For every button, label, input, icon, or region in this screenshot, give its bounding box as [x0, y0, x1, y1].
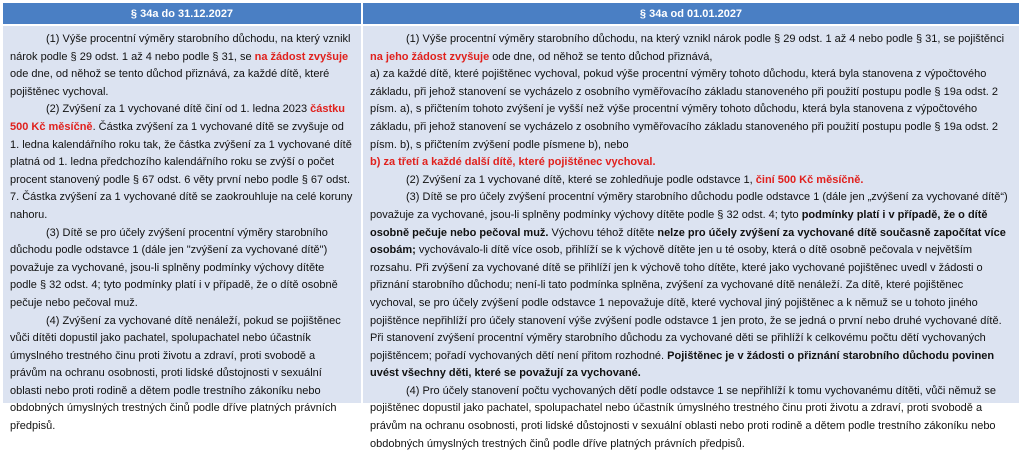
left-column-header: § 34a do 31.12.2027 [3, 3, 361, 24]
right-item-a: a) za každé dítě, které pojištěnec vychoval, pokud výše procentní výměry tohoto důchodu, která byla stanovena z výpočtového základu, při jehož stanovení se vycházelo z osobního vyměřovacího základu stanoveného při použití postupu podle § 19a odst. 2 písm. a), s přičtením tohoto zvýšení je vyšší než výše procentní výměry tohoto důchodu, která byla stanovena z výpočtového základu, při jehož stanovení se vycházelo z osobního vyměřovacího základu stanoveného při použití postupu podle § 19a odst. 2 písm. b), s přičtením zvýšení podle písmene b), nebo [370, 68, 999, 151]
right-p1-highlight: na jeho žádost zvyšuje [370, 50, 490, 63]
right-p3-text-2: Výchovu téhož dítěte [548, 226, 658, 239]
right-p1-text: (1) Výše procentní výměry starobního důchodu, na který vznikl nárok podle § 29 odst. 1 až 4 nebo podle § 31, se pojištěnci [406, 33, 1005, 45]
right-p1-text-end: ode dne, od něhož se tento důchod přiznává, [489, 50, 713, 63]
right-paragraph-2 [370, 172, 1011, 190]
left-p1-text-end: ode dne, od něhož se tento důchod přiznává, za každé dítě, které pojištěnec vychoval. [10, 68, 330, 98]
right-p2-highlight: činí 500 Kč měsíčně. [755, 173, 864, 186]
left-paragraph-3: (3) Dítě se pro účely zvýšení procentní výměry starobního důchodu podle odstavce 1 (dále jen "zvýšení za vychované dítě") považuje za vychované, jsou-li splněny podmínky výchovy dítěte podle § 32 odst. 4; tyto podmínky platí i v případě, že o dítě osobně pečuje nebo pečoval muž. [10, 226, 338, 309]
right-paragraph-3 [370, 189, 1011, 383]
left-p1-text: (1) Výše procentní výměry starobního důchodu, na který vznikl nárok podle § 29 odst. 1 až 4 nebo podle § 31, se [10, 33, 351, 63]
right-p3-bold-2: nelze pro účely zvýšení za vychované dítě současně započítat více osobám; [370, 226, 1006, 257]
left-p1-highlight: na žádost zvyšuje [254, 50, 349, 63]
comparison-table [3, 3, 1019, 450]
right-p3-text: (3) Dítě se pro účely zvýšení procentní výměry starobního důchodu podle odstavce 1 (dále jen „zvýšení za vychované dítě“) považuje za vychované, jsou-li splněny podmínky výchovy dítěte podle § 32 odst. 4; tyto [370, 191, 1008, 221]
right-p3-bold-3: Pojištěnec je v žádosti o přiznání starobního důchodu povinen uvést všechny děti, které se považují za vychované. [370, 349, 995, 380]
right-paragraph-4: (4) Pro účely stanovení počtu vychovaných dětí podle odstavce 1 se nepřihlíží k tomu vychovanému dítěti, vůči němuž se pojištěnec dopustil jako pachatel, spolupachatel nebo účastník úmyslného trestného činu proti životu a zdraví, proti svobodě a právům na ochranu osobnosti, proti lidské důstojnosti v sexuální oblasti nebo proti rodině a dětem podle trestního zákoníku nebo obdobných úmyslných trestných činů podle dříve platných právních předpisů. [370, 384, 997, 450]
left-paragraph-2 [10, 101, 353, 224]
left-paragraph-1 [10, 31, 353, 101]
left-p2-text-end: . Částka zvýšení za 1 vychované dítě se zvyšuje od 1. ledna kalendářního roku tak, že částka zvýšení za 1 vychované dítě platná od 1. ledna předchozího kalendářního roku se zvýší o počet procent stanovený podle § 67 odst. 6 věty první nebo podle § 67 odst. 7. Částka zvýšení za 1 vychované dítě se zaokrouhluje na celé koruny nahoru. [10, 120, 353, 221]
left-paragraph-4: (4) Zvýšení za vychované dítě nenáleží, pokud se pojištěnec vůči dítěti dopustil jako pachatel, spolupachatel nebo účastník úmyslného trestného činu proti životu a zdraví, proti svobodě a právům na ochranu osobnosti, proti lidské důstojnosti v sexuální oblasti nebo proti rodině a dětem podle trestního zákoníku nebo obdobných úmyslných trestných činů podle dříve platných právních předpisů. [10, 314, 341, 433]
right-column-text [363, 26, 1019, 450]
right-p3-text-3: vychovávalo-li dítě více osob, přihlíží se k výchově dítěte jen u té osoby, která o dítě osobně pečovala v největším rozsahu. Při zvýšení za vychované dítě se přihlíží jen k výchově toho dítěte, které jako vychované pojištěnec uvedl v žádosti o přiznání starobního důchodu; není-li tato podmínka splněna, zvýšení za vychované dítě nenáleží. Za dítě, které pojištěnec vychoval, se pro účely zvýšení podle odstavce 1 nepovažuje dítě, které vychoval jiný pojištěnec a k němuž se u tohoto jiného pojištěnce nepřihlíží pro účely stanovení výše zvýšení podle odstavce 1 jen proto, že se jedná o první nebo druhé vychované dítě. Při stanovení zvýšení procentní výměry starobního důchodu za vychované děti se přihlíží k celkovému počtu dětí vychovaných pojištěncem; pořadí vychovaných dětí není přitom rozhodné. [370, 244, 1002, 362]
right-item-b: b) za třetí a každé další dítě, které pojištěnec vychoval. [370, 156, 656, 169]
right-paragraph-1 [370, 31, 1011, 66]
left-p2-highlight: částku 500 Kč měsíčně [10, 103, 346, 133]
left-p2-text: (2) Zvýšení za 1 vychované dítě činí od 1. ledna 2023 [46, 103, 311, 116]
right-p3-bold-1: podmínky platí i v případě, že o dítě osobně pečuje nebo pečoval muž. [370, 208, 988, 239]
right-column-header: § 34a od 01.01.2027 [363, 3, 1019, 24]
right-p2-text: (2) Zvýšení za 1 vychované dítě, které se zohledňuje podle odstavce 1, [406, 173, 756, 186]
left-column-text [3, 26, 361, 433]
